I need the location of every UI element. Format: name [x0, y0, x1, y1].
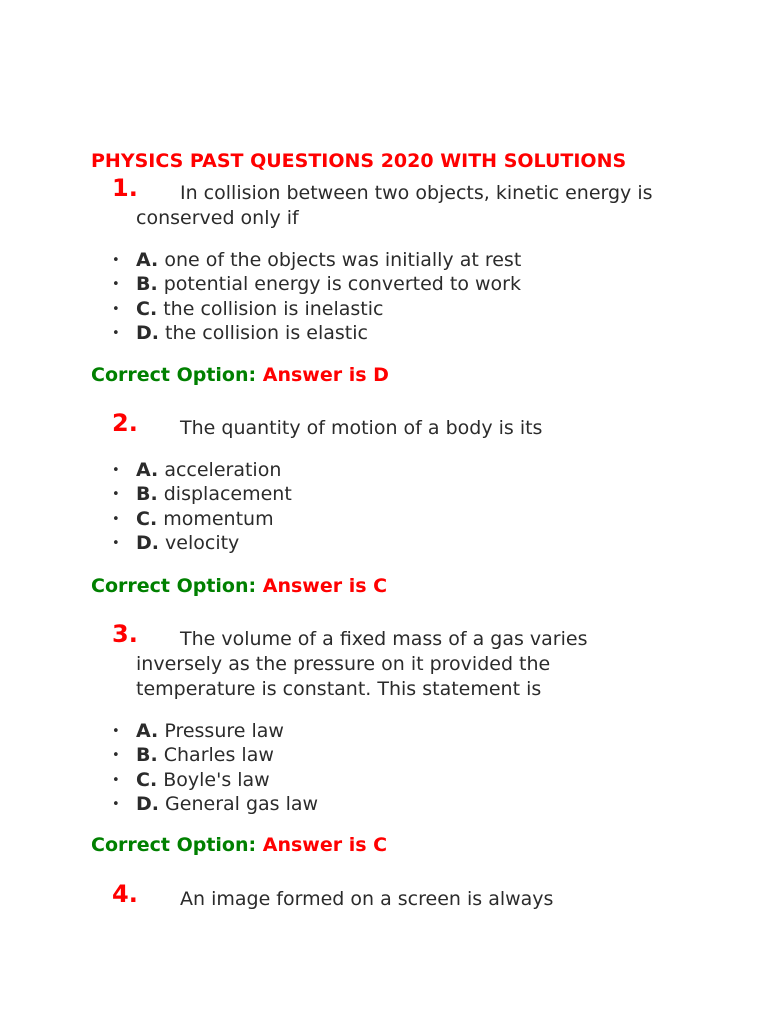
answer-label: Correct Option:	[91, 834, 257, 856]
option-letter: A.	[136, 459, 159, 481]
option-text: Charles law	[163, 744, 274, 767]
bullet-icon: •	[112, 772, 120, 788]
answer-value: Answer is C	[262, 575, 388, 597]
answer-value: Answer is D	[262, 364, 389, 386]
option-item	[112, 297, 672, 321]
question-number: 2.	[112, 409, 138, 437]
option-text: General gas law	[165, 792, 319, 815]
question-header	[112, 620, 672, 702]
option-list	[112, 248, 672, 345]
option-letter: C.	[136, 297, 158, 320]
question-3	[112, 620, 672, 816]
bullet-icon: •	[112, 724, 120, 739]
option-letter: A.	[136, 249, 159, 271]
option-item	[112, 321, 672, 345]
bullet-icon: •	[112, 325, 120, 341]
option-text: displacement	[163, 483, 292, 506]
option-item	[112, 458, 672, 482]
bullet-icon: •	[112, 511, 120, 527]
question-header	[112, 174, 672, 231]
bullet-icon: •	[112, 301, 120, 317]
answer-label: Correct Option:	[91, 364, 257, 386]
option-item	[112, 482, 672, 506]
option-letter: A.	[136, 720, 159, 742]
option-text: velocity	[165, 531, 240, 554]
option-letter: B.	[136, 273, 158, 296]
option-text: the collision is inelastic	[163, 297, 384, 320]
answer-value: Answer is C	[262, 834, 388, 856]
question-number: 3.	[112, 620, 138, 648]
question-4	[112, 880, 672, 912]
option-letter: B.	[136, 483, 158, 506]
option-item	[112, 507, 672, 531]
bullet-icon: •	[112, 253, 120, 268]
answer-line-2	[91, 575, 387, 597]
option-item	[112, 719, 672, 743]
answer-line-1	[91, 364, 389, 386]
option-text: one of the objects was initially at rest	[164, 249, 522, 271]
option-letter: D.	[136, 792, 159, 815]
question-text: In collision between two objects, kinetic energy is conserved only if	[136, 182, 653, 229]
bullet-icon: •	[112, 277, 120, 293]
bullet-icon: •	[112, 748, 120, 764]
option-letter: B.	[136, 744, 158, 767]
question-2	[112, 409, 672, 555]
option-text: potential energy is converted to work	[163, 273, 521, 296]
option-item	[112, 531, 672, 555]
question-header	[112, 880, 672, 912]
bullet-icon: •	[112, 487, 120, 503]
option-letter: D.	[136, 531, 159, 554]
question-text: An image formed on a screen is always	[180, 888, 554, 910]
option-text: the collision is elastic	[165, 321, 368, 344]
question-number: 1.	[112, 174, 138, 202]
answer-label: Correct Option:	[91, 575, 257, 597]
option-letter: C.	[136, 507, 158, 530]
question-number: 4.	[112, 880, 138, 908]
question-1	[112, 174, 672, 345]
bullet-icon: •	[112, 535, 120, 551]
question-header	[112, 409, 672, 441]
question-text: The quantity of motion of a body is its	[180, 417, 543, 439]
option-list	[112, 719, 672, 816]
option-item	[112, 792, 672, 816]
option-text: Boyle's law	[163, 768, 270, 791]
option-letter: C.	[136, 768, 158, 791]
document-title: PHYSICS PAST QUESTIONS 2020 WITH SOLUTIONS	[91, 150, 627, 172]
option-text: Pressure law	[164, 720, 284, 742]
question-text: The volume of a fixed mass of a gas varies inversely as the pressure on it provided the temperature is constant. This statement is	[136, 628, 588, 700]
option-text: acceleration	[164, 459, 282, 481]
option-item	[112, 248, 672, 272]
bullet-icon: •	[112, 796, 120, 812]
option-item	[112, 743, 672, 767]
answer-line-3	[91, 834, 387, 856]
bullet-icon: •	[112, 463, 120, 478]
option-list	[112, 458, 672, 555]
option-text: momentum	[163, 507, 274, 530]
option-item	[112, 768, 672, 792]
option-item	[112, 272, 672, 296]
option-letter: D.	[136, 321, 159, 344]
